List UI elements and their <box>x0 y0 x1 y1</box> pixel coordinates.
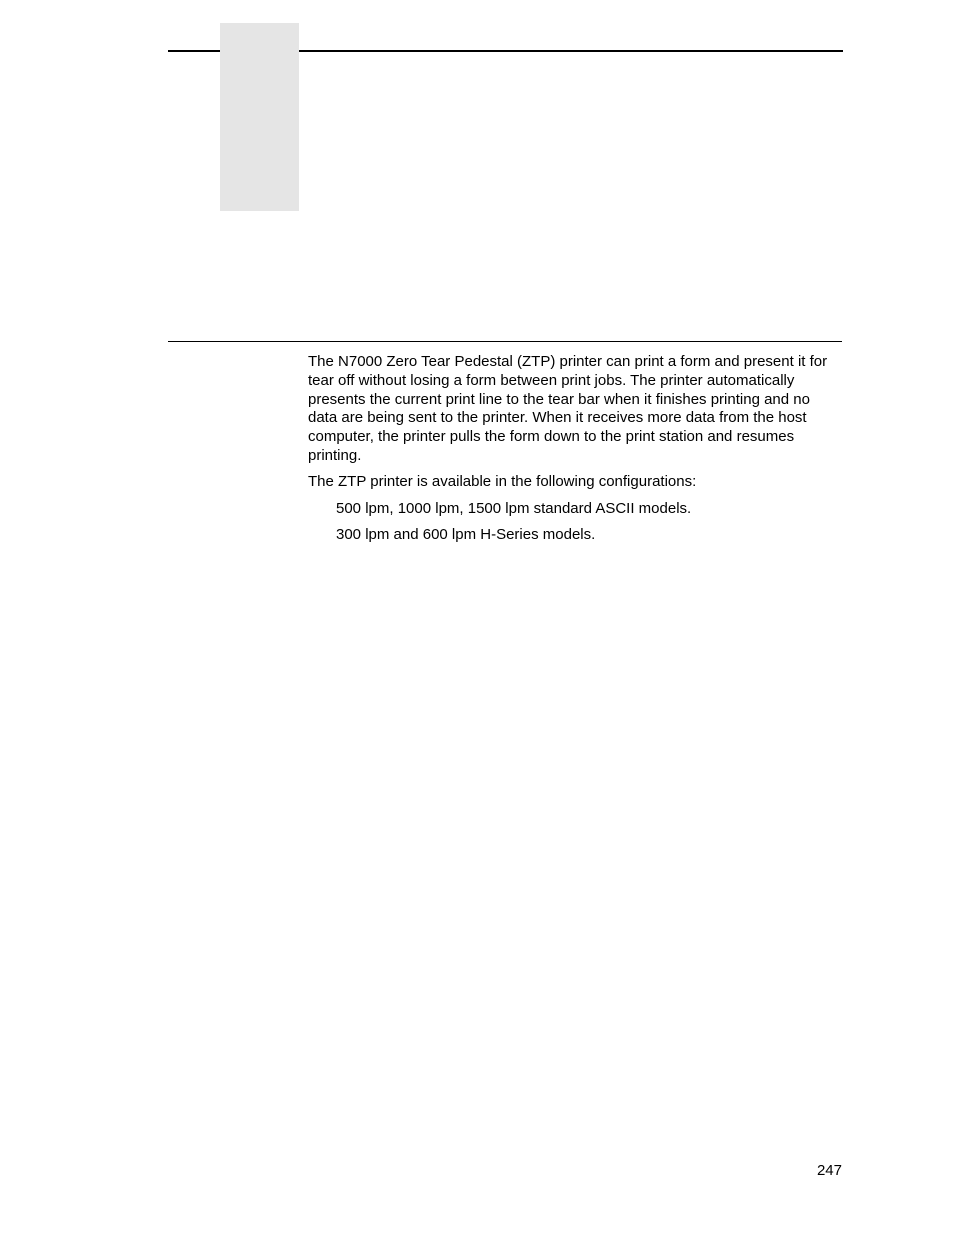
header-rule-left <box>168 50 220 52</box>
chapter-tab <box>220 23 299 211</box>
configurations-list <box>308 500 843 545</box>
configuration-item: 300 lpm and 600 lpm H-Series models. <box>336 525 596 543</box>
page-number: 247 <box>816 1162 842 1179</box>
configurations-lead: The ZTP printer is available in the following configurations: <box>308 472 697 490</box>
header-rule-right <box>299 50 843 52</box>
intro-paragraph: The N7000 Zero Tear Pedestal (ZTP) printer can print a form and present it for tear off without losing a form between print jobs. The printer automatically presents the current print line to the tear bar when it finishes printing and no data are being sent to the printer. When it receives more data from the host computer, the printer pulls the form down to the print station and resumes printing. <box>308 353 828 464</box>
configuration-item: 500 lpm, 1000 lpm, 1500 lpm standard ASCII models. <box>336 499 692 517</box>
body-text <box>308 353 843 552</box>
section-rule <box>168 341 842 342</box>
